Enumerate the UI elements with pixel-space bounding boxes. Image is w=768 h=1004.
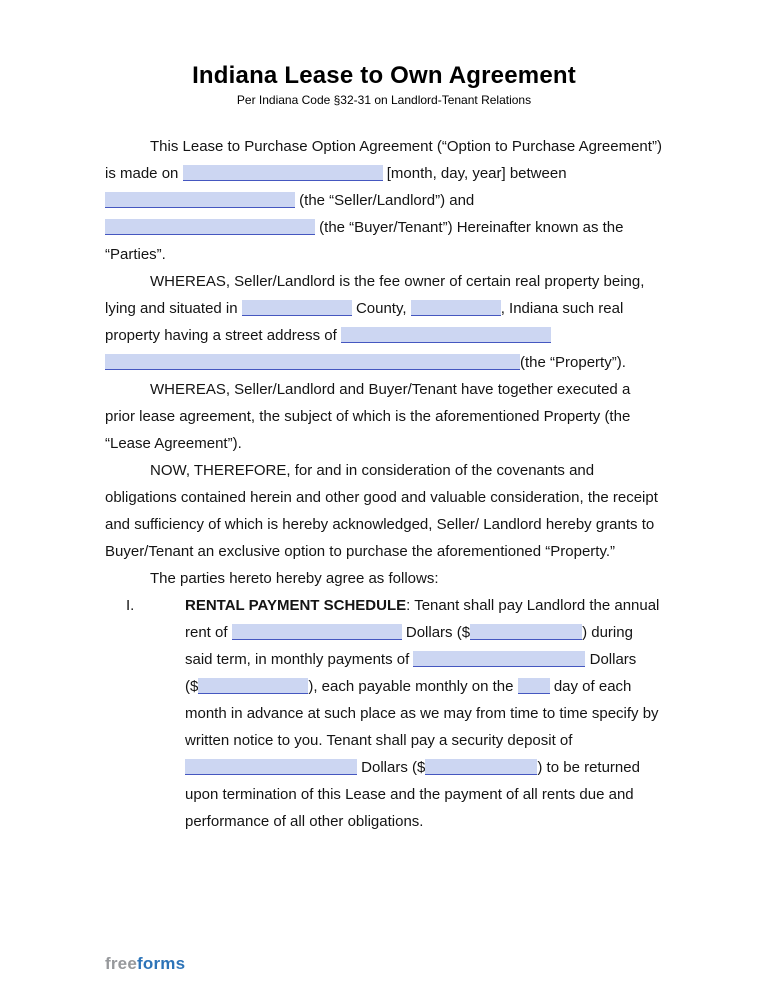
text-run: Dollars (361, 759, 408, 776)
text-run: WHEREAS, Seller/Landlord is the fee owner of certain real property being, lying and situated in (105, 273, 645, 317)
blank-county[interactable] (242, 300, 352, 316)
text-run: to be returned upon termination of this Lease and the payment of all rents due and performance of all other obligations. (185, 759, 640, 830)
text-run: day of each month in advance at such place as we may from time to time specify by written notice to you. Tenant shall pay a security deposit of (185, 678, 659, 749)
text-run: , Indiana such real property having a street address of (105, 300, 624, 344)
text-run: NOW, THEREFORE, for and in consideration of the covenants and obligations contained herein and other good and valuable consideration, the receipt and sufficiency of which is hereby acknowledged, Seller/ Landlord hereby grants to Buyer/Tenant an exclusive option to purchase the aforementioned “Property.” (105, 462, 658, 560)
text-run: ) (537, 759, 543, 776)
blank-monthly-rent-amount[interactable] (198, 678, 308, 694)
blank-city[interactable] (411, 300, 501, 316)
blank-security-deposit-words[interactable] (185, 759, 357, 775)
blank-payment-day[interactable] (518, 678, 550, 694)
brand-free-text: free (105, 954, 137, 973)
text-run: ($ (456, 624, 471, 641)
text-run: during said term, in monthly payments of (185, 624, 633, 668)
text-run: [month, day, year] between (386, 165, 567, 182)
text-run: (the “Seller/Landlord”) and (299, 192, 475, 209)
document-subtitle: Per Indiana Code §32-31 on Landlord-Tenant Relations (236, 93, 532, 107)
blank-street-address-line-2[interactable] (105, 354, 520, 370)
paragraph-whereas-property (105, 268, 662, 376)
clause-rental-payment-schedule (105, 592, 662, 835)
text-run: County, (355, 300, 407, 317)
text-run: , each payable monthly on the (313, 678, 514, 695)
blank-monthly-rent-words[interactable] (413, 651, 585, 667)
money-field-monthly-rent (185, 678, 313, 695)
text-run: ) (582, 624, 588, 641)
document-title: Indiana Lease to Own Agreement (192, 62, 576, 89)
document-header (0, 0, 768, 107)
paragraph-now-therefore (105, 457, 662, 565)
text-run: ) (308, 678, 314, 695)
text-run: The parties hereto hereby agree as follows: (150, 570, 439, 587)
blank-security-deposit-amount[interactable] (425, 759, 537, 775)
blank-annual-rent-words[interactable] (232, 624, 402, 640)
text-run: Dollars (405, 624, 453, 641)
text-run: Dollars (589, 651, 637, 668)
text-run: WHEREAS, Seller/Landlord and Buyer/Tenant have together executed a prior lease agreement, the subject of which is the aforementioned Property (the “Lease Agreement”). (105, 381, 631, 452)
clause-heading: RENTAL PAYMENT SCHEDULE (185, 597, 407, 614)
clause-body (185, 592, 662, 835)
paragraph-intro (105, 133, 662, 268)
money-field-annual-rent (457, 624, 587, 641)
blank-agreement-date[interactable] (183, 165, 383, 181)
paragraph-agreement-lead (105, 565, 662, 592)
freeforms-logo (105, 954, 185, 974)
text-run: This Lease to Purchase Option Agreement (“Option to Purchase Agreement”) is made on (105, 138, 662, 182)
blank-seller-landlord-name[interactable] (105, 192, 295, 208)
paragraph-whereas-lease (105, 376, 662, 457)
document-body (105, 133, 662, 835)
text-run: ($ (185, 678, 199, 695)
text-run: (the “Buyer/Tenant”) Hereinafter known as the “Parties”. (105, 219, 624, 263)
text-run: : Tenant shall pay Landlord the annual rent of (185, 597, 660, 641)
blank-buyer-tenant-name[interactable] (105, 219, 315, 235)
money-field-security-deposit (412, 759, 542, 776)
clause-number: I. (126, 597, 135, 614)
blank-street-address-line-1[interactable] (341, 327, 551, 343)
text-run: (the “Property”). (520, 354, 626, 371)
brand-forms-text: forms (137, 954, 186, 973)
blank-annual-rent-amount[interactable] (470, 624, 582, 640)
text-run: ($ (412, 759, 426, 776)
